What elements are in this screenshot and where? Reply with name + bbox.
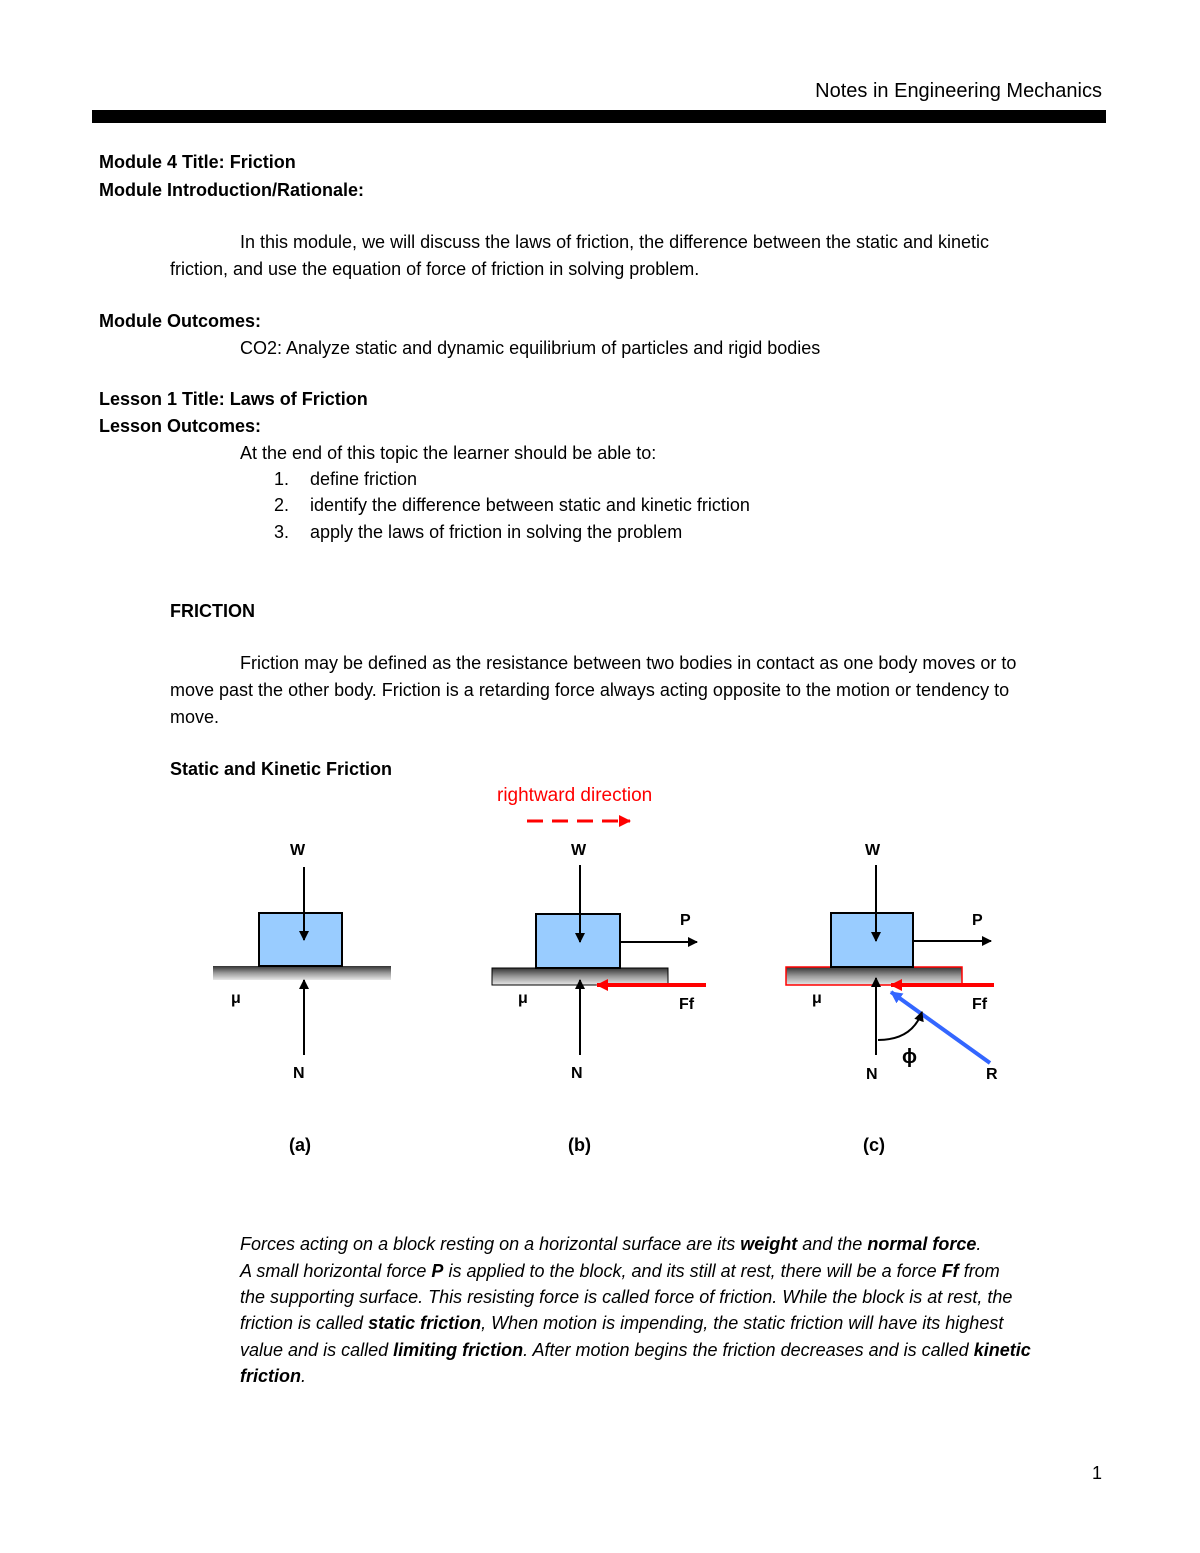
friction-line1: Friction may be defined as the resistance between two bodies in contact as one body moves or to xyxy=(240,653,1017,673)
block xyxy=(536,914,620,968)
push-label: P xyxy=(972,912,983,929)
mu-label: μ xyxy=(812,990,822,1007)
text-run-bold: static friction xyxy=(368,1313,482,1333)
description-line2 xyxy=(240,1258,1000,1284)
push-label: P xyxy=(680,912,691,929)
page-number: 1 xyxy=(1091,1463,1102,1483)
text-run: . xyxy=(976,1234,982,1254)
block xyxy=(259,913,342,966)
list-number: 3. xyxy=(274,522,290,542)
description-line6 xyxy=(240,1363,306,1389)
text-run-bold: P xyxy=(431,1261,444,1281)
list-text: identify the difference between static and kinetic friction xyxy=(310,495,750,515)
text-run-bold: normal force xyxy=(867,1234,977,1254)
running-header: Notes in Engineering Mechanics xyxy=(815,80,1102,102)
ground-surface xyxy=(213,966,391,980)
caption-c: (c) xyxy=(863,1135,885,1155)
mu-label: μ xyxy=(518,990,528,1007)
text-run-bold: Ff xyxy=(941,1261,959,1281)
text-run-bold: friction xyxy=(240,1366,301,1386)
direction-label: rightward direction xyxy=(497,785,653,806)
text-run: , When motion is impending, the static friction will have its highest xyxy=(481,1313,1004,1333)
text-run: Forces acting on a block resting on a horizontal surface are its xyxy=(240,1234,741,1254)
friction-label: Ff xyxy=(679,996,695,1013)
list-number: 2. xyxy=(274,495,290,515)
text-run: value and is called xyxy=(240,1340,394,1360)
list-text: define friction xyxy=(310,469,418,489)
diagram-b xyxy=(492,842,706,1155)
ground-surface xyxy=(786,967,962,985)
outcome-code: CO2: xyxy=(240,338,283,358)
friction-line3: move. xyxy=(170,707,220,727)
module-intro-line2: friction, and use the equation of force of friction in solving problem. xyxy=(170,259,700,279)
weight-label: W xyxy=(865,842,881,859)
normal-label: N xyxy=(293,1065,305,1082)
list-text: apply the laws of friction in solving the problem xyxy=(310,522,683,542)
description-line3: the supporting surface. This resisting force is called force of friction. While the block is at rest, the xyxy=(240,1287,1013,1307)
text-run: from xyxy=(958,1261,1000,1281)
description-line5 xyxy=(240,1337,1031,1363)
text-run-bold: limiting friction xyxy=(393,1340,524,1360)
friction-label: Ff xyxy=(972,996,988,1013)
module-title-label: Module 4 Title: xyxy=(99,152,225,172)
lesson-title-label: Lesson 1 Title: xyxy=(99,389,225,409)
block xyxy=(831,913,913,967)
text-run: . xyxy=(301,1366,307,1386)
list-number: 1. xyxy=(274,469,290,489)
text-run: is applied to the block, and its still at rest, there will be a force xyxy=(443,1261,942,1281)
friction-line2: move past the other body. Friction is a retarding force always acting opposite to the motion or tendency to xyxy=(170,680,1010,700)
text-run: . After motion begins the friction decreases and is called xyxy=(523,1340,974,1360)
caption-b: (b) xyxy=(568,1135,591,1155)
static-kinetic-heading: Static and Kinetic Friction xyxy=(170,759,393,779)
text-run: friction is called xyxy=(240,1313,369,1333)
diagram-c xyxy=(786,842,998,1155)
diagram-a xyxy=(213,842,391,1155)
module-intro-heading: Module Introduction/Rationale: xyxy=(99,180,364,200)
description-line4 xyxy=(240,1310,1003,1336)
module-intro-line1: In this module, we will discuss the laws of friction, the difference between the static and kinetic xyxy=(240,232,990,252)
module-title-value: Friction xyxy=(229,152,296,172)
lesson-outcomes-heading: Lesson Outcomes: xyxy=(99,416,262,436)
weight-label: W xyxy=(571,842,587,859)
lesson-lead: At the end of this topic the learner should be able to: xyxy=(240,443,657,463)
resultant-label: R xyxy=(986,1066,998,1083)
normal-label: N xyxy=(571,1065,583,1082)
text-run-bold: kinetic xyxy=(973,1340,1031,1360)
text-run-bold: weight xyxy=(740,1234,798,1254)
caption-a: (a) xyxy=(289,1135,311,1155)
text-run: and the xyxy=(797,1234,868,1254)
angle-label: ϕ xyxy=(902,1046,917,1068)
angle-arc xyxy=(878,1012,922,1040)
module-outcomes-heading: Module Outcomes: xyxy=(99,311,262,331)
description-line1 xyxy=(240,1231,981,1257)
mu-label: μ xyxy=(231,990,241,1007)
normal-label: N xyxy=(866,1066,878,1083)
lesson-title-value: Laws of Friction xyxy=(229,389,368,409)
weight-label: W xyxy=(290,842,306,859)
friction-heading: FRICTION xyxy=(170,601,255,621)
outcome-text: Analyze static and dynamic equilibrium of particles and rigid bodies xyxy=(286,338,821,358)
text-run: A small horizontal force xyxy=(240,1261,432,1281)
